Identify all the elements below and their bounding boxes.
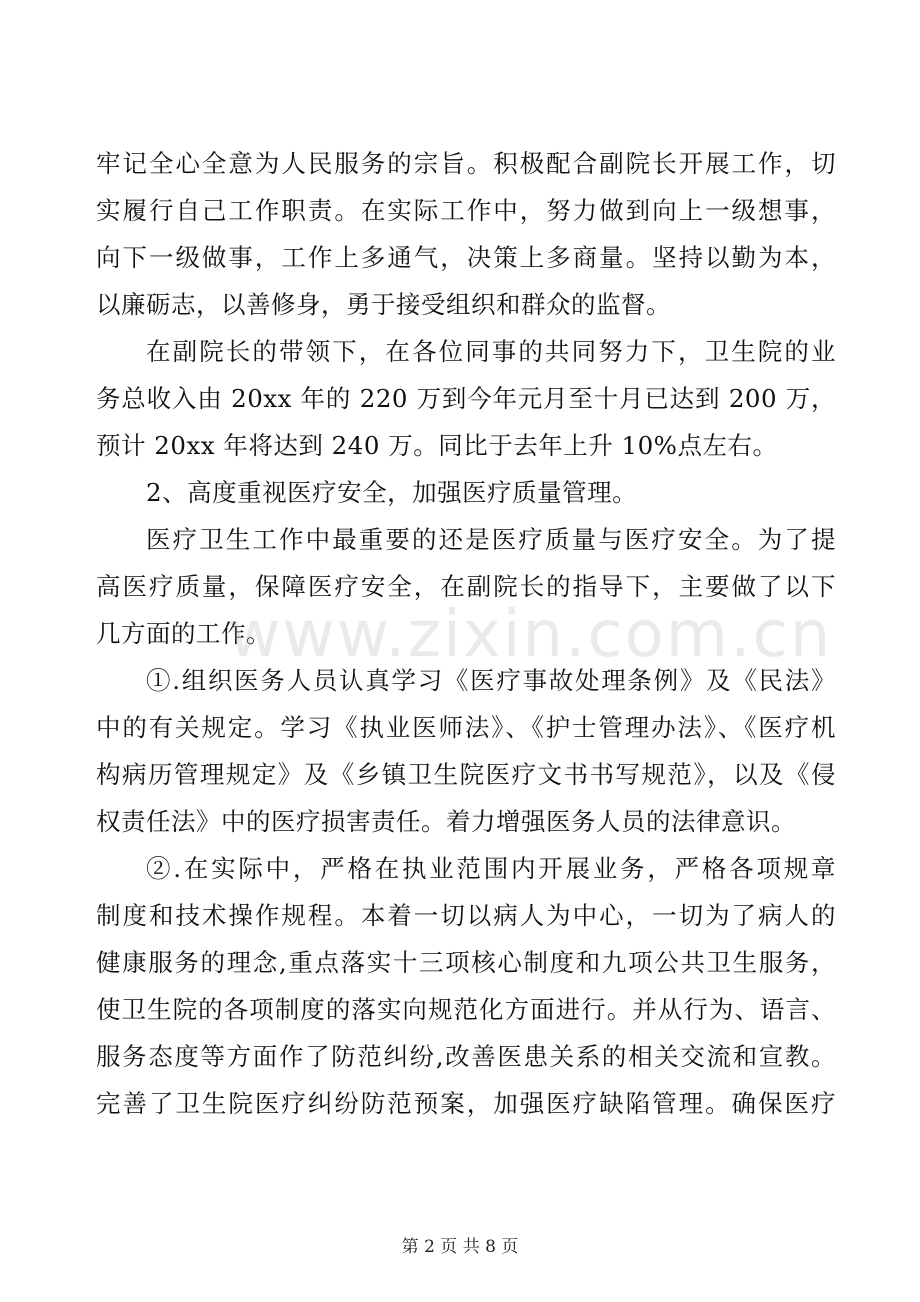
- text-line: 使卫生院的各项制度的落实向规范化方面进行。并从行为、语言、: [96, 995, 836, 1024]
- watermark: www.zixin.com.cn: [228, 598, 833, 672]
- text-line: 高医疗质量，保障医疗安全，在副院长的指导下，主要做了以下: [96, 572, 836, 601]
- text-line: 在副院长的带领下，在各位同事的共同努力下，卫生院的业: [146, 337, 836, 366]
- text-line: 牢记全心全意为人民服务的宗旨。积极配合副院长开展工作，切: [96, 149, 836, 178]
- text-line: 医疗卫生工作中最重要的还是医疗质量与医疗安全。为了提: [146, 525, 836, 554]
- text-line: 中的有关规定。学习《执业医师法》、《护士管理办法》、《医疗机: [96, 713, 836, 742]
- text-line: 几方面的工作。: [96, 619, 271, 648]
- text-line: 预计 20xx 年将达到 240 万。同比于去年上升 10%点左右。: [96, 431, 778, 460]
- text-line: 以廉砺志，以善修身，勇于接受组织和群众的监督。: [96, 290, 671, 319]
- text-line: 向下一级做事，工作上多通气，决策上多商量。坚持以勤为本，: [96, 243, 836, 272]
- text-line: ①.组织医务人员认真学习《医疗事故处理条例》及《民法》: [146, 666, 836, 695]
- text-line: ②.在实际中，严格在执业范围内开展业务，严格各项规章: [146, 854, 836, 883]
- text-line: 实履行自己工作职责。在实际工作中，努力做到向上一级想事，: [96, 196, 836, 225]
- text-line: 构病历管理规定》及《乡镇卫生院医疗文书书写规范》，以及《侵: [96, 760, 836, 789]
- text-line: 完善了卫生院医疗纠纷防范预案，加强医疗缺陷管理。确保医疗: [96, 1089, 836, 1118]
- text-line: 制度和技术操作规程。本着一切以病人为中心，一切为了病人的: [96, 901, 836, 930]
- text-line: 健康服务的理念,重点落实十三项核心制度和九项公共卫生服务，: [96, 948, 836, 977]
- text-line: 权责任法》中的医疗损害责任。着力增强医务人员的法律意识。: [96, 807, 796, 836]
- document-body: [96, 140, 836, 1127]
- text-line: 服务态度等方面作了防范纠纷,改善医患关系的相关交流和宣教。: [96, 1042, 836, 1071]
- text-line: 务总收入由 20xx 年的 220 万到今年元月至十月已达到 200 万，: [96, 384, 836, 413]
- page-number-footer: 第 2 页 共 8 页: [401, 1237, 519, 1257]
- section-heading: 2、高度重视医疗安全，加强医疗质量管理。: [146, 478, 638, 507]
